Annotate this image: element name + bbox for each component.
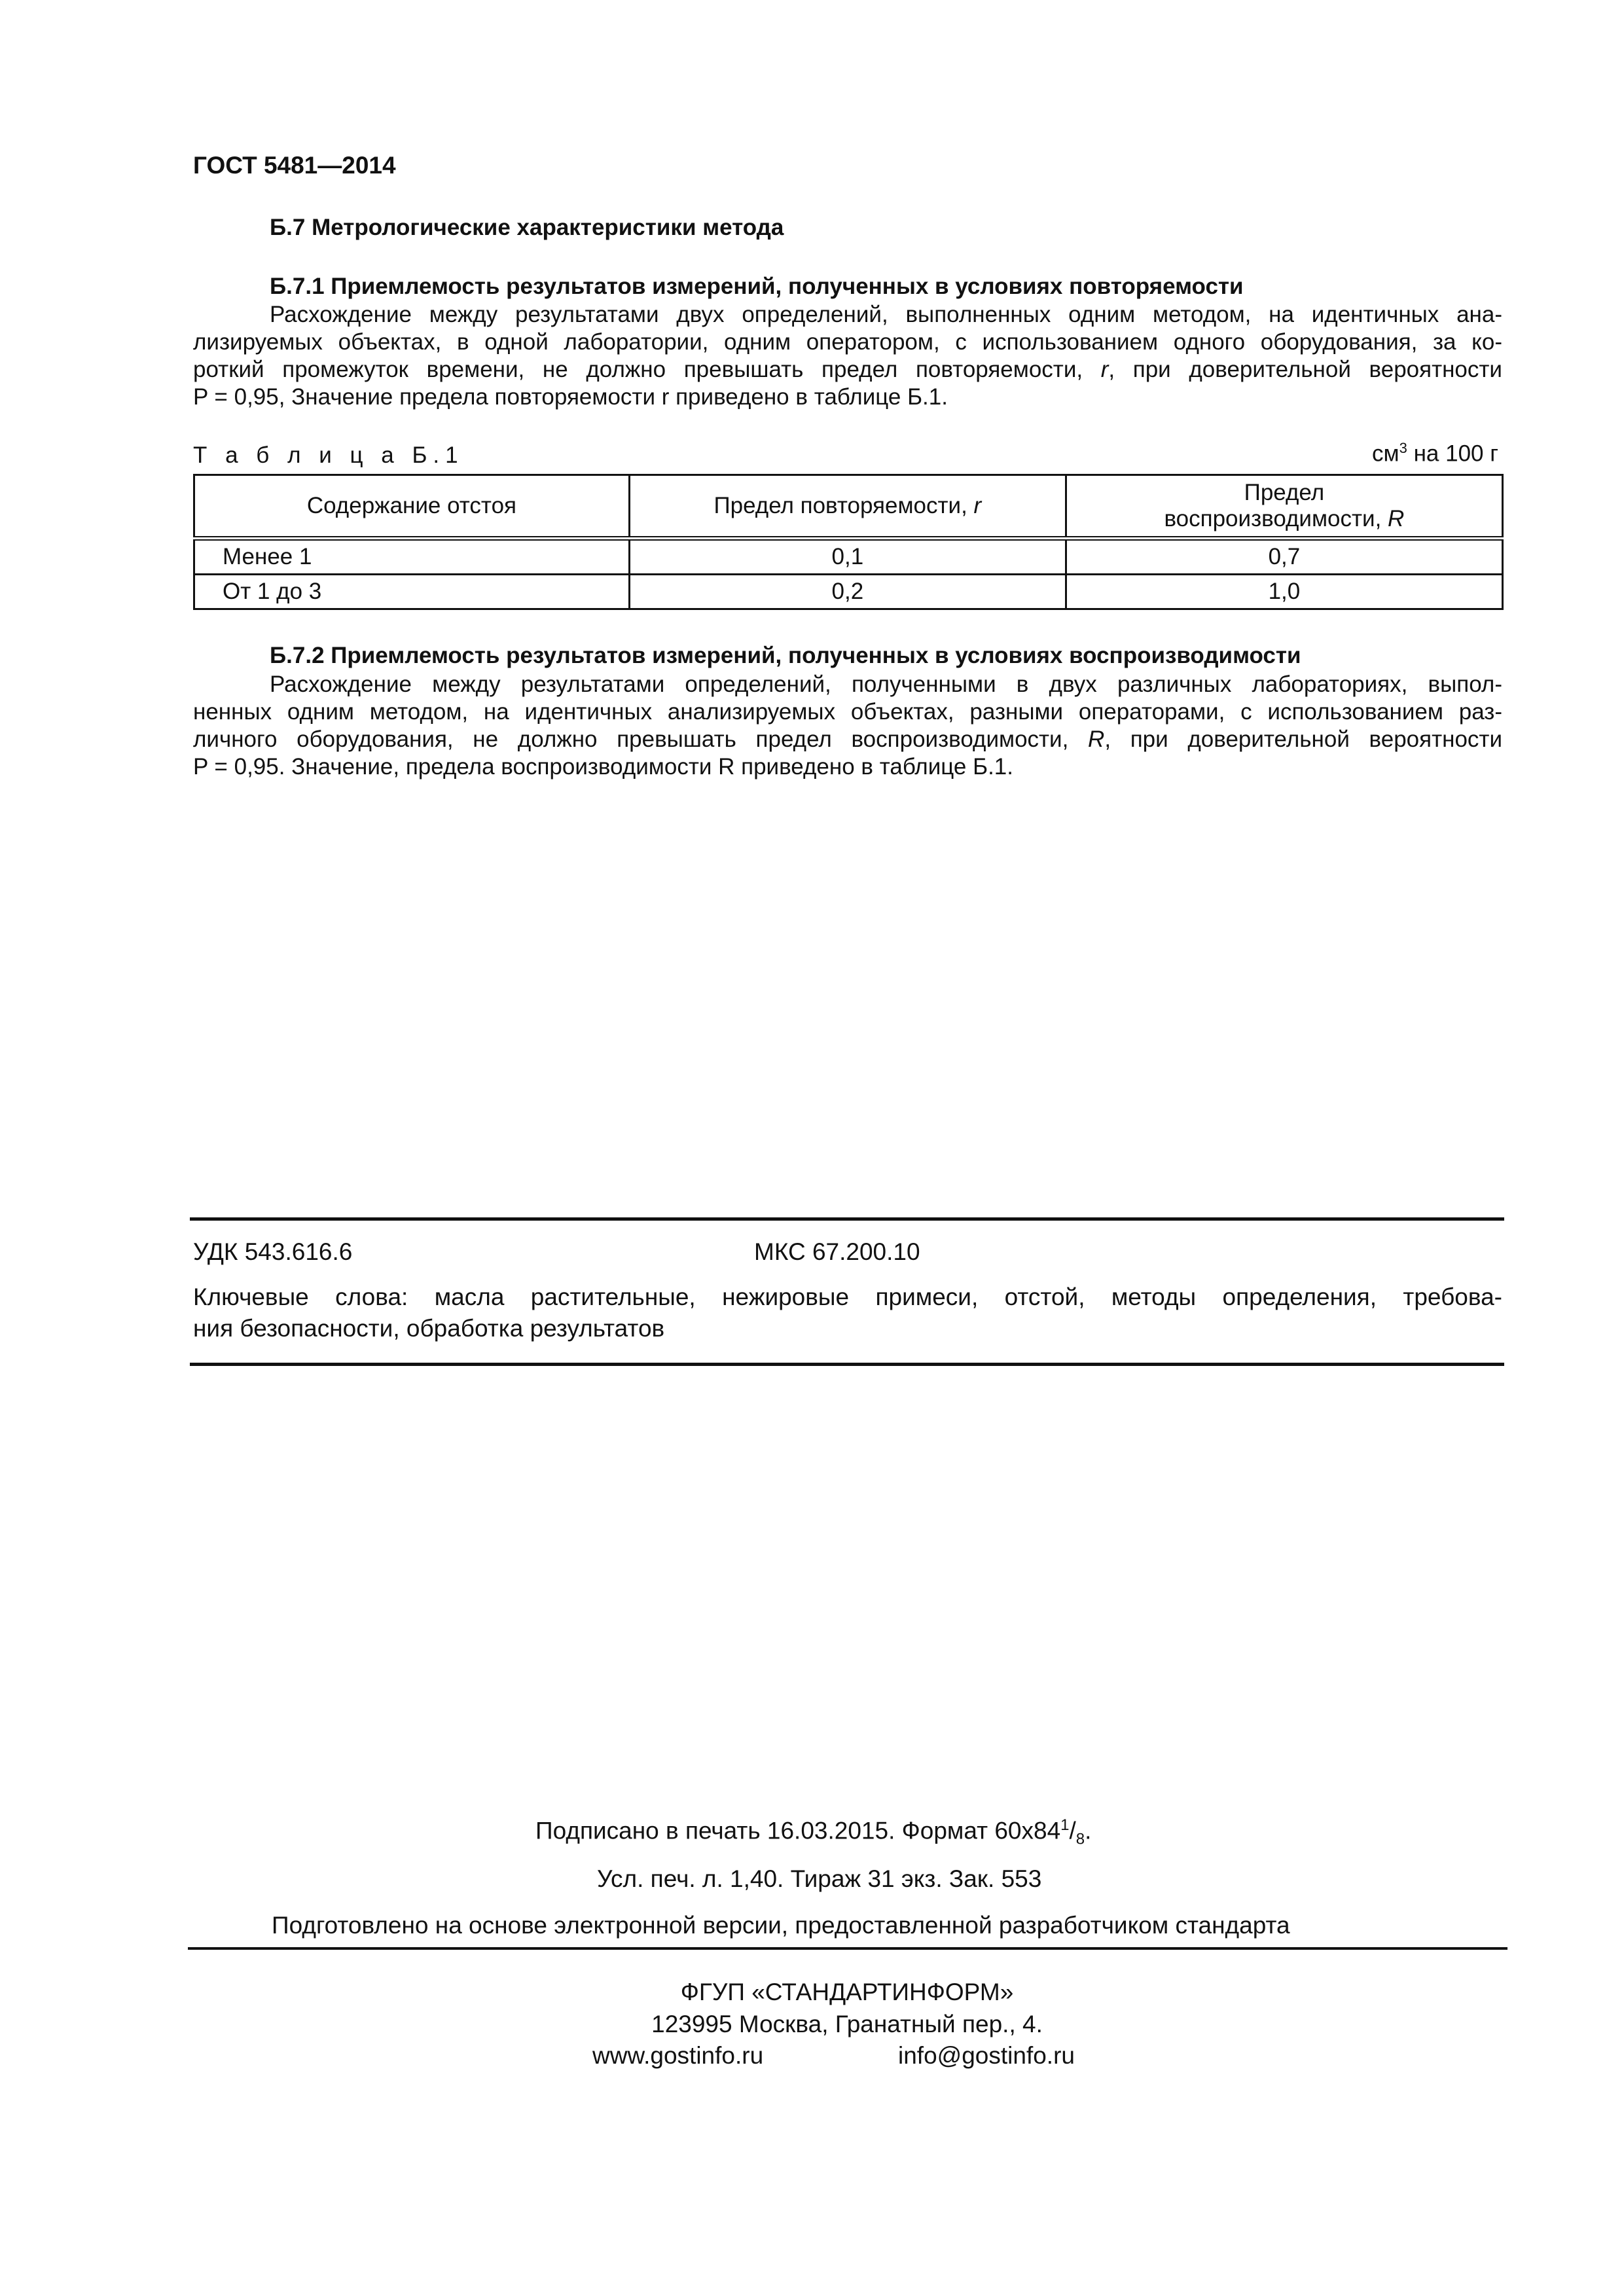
section-title: Б.7 Метрологические характеристики метода xyxy=(270,215,784,240)
publisher-address: 123995 Москва, Гранатный пер., 4. xyxy=(651,2011,1043,2037)
text-line: P = 0,95, Значение предела повторяемости r приведено в таблице Б.1. xyxy=(193,384,948,410)
subsection-1-text xyxy=(193,301,1502,411)
table-cell: 0,2 xyxy=(629,575,1066,609)
text-line: P = 0,95. Значение, предела воспроизводимости R приведено в таблице Б.1. xyxy=(193,754,1013,780)
table-header-row xyxy=(194,475,1503,539)
publisher-website[interactable]: www.gostinfo.ru xyxy=(592,2042,764,2069)
divider xyxy=(190,1363,1504,1366)
divider xyxy=(188,1947,1507,1950)
table-unit: $см^3$ на 100 г xyxy=(1372,440,1498,467)
data-table xyxy=(193,474,1504,610)
text-line: ненных одним методом, на идентичных анализируемых объектах, разными операторами, с использованием раз- xyxy=(193,699,1502,725)
text-line: Расхождение между результатами двух определений, выполненных одним методом, на идентичных ана- xyxy=(270,302,1502,327)
subsection-1-title: Б.7.1 Приемлемость результатов измерений, полученных в условиях повторяемости xyxy=(270,274,1244,299)
table-cell: 1,0 xyxy=(1066,575,1502,609)
table-row xyxy=(194,539,1503,575)
table-header-cell: Предел повторяемости, r xyxy=(629,475,1066,539)
table-cell: Менее 1 xyxy=(194,539,630,575)
text-line: личного оборудования, не должно превышать предел воспроизводимости, R, при доверительной вероятности xyxy=(193,726,1502,752)
table-cell: 0,7 xyxy=(1066,539,1502,575)
keywords xyxy=(193,1282,1502,1344)
publisher-email[interactable]: info@gostinfo.ru xyxy=(898,2042,1075,2069)
imprint-print-info: Усл. печ. л. 1,40. Тираж 31 экз. Зак. 553 xyxy=(597,1865,1042,1892)
text-line: Ключевые слова: масла растительные, нежировые примеси, отстой, методы определения, требова- xyxy=(193,1283,1502,1310)
table-row xyxy=(194,575,1503,609)
subsection-2-title: Б.7.2 Приемлемость результатов измерений, полученных в условиях воспроизводимости xyxy=(270,643,1301,668)
table-header-cell: Предел воспроизводимости, R xyxy=(1066,475,1502,539)
divider xyxy=(190,1217,1504,1221)
publisher-name: ФГУП «СТАНДАРТИНФОРМ» xyxy=(680,1979,1014,2005)
udk-code: УДК 543.616.6 xyxy=(193,1238,353,1265)
subsection-2-text xyxy=(193,671,1502,781)
table-caption: Т а б л и ц а Б.1 xyxy=(193,442,464,468)
text-line: ния безопасности, обработка результатов xyxy=(193,1315,665,1342)
imprint-signed: Подписано в печать 16.03.2015. Формат $60x84^1/_8$. xyxy=(535,1816,1092,1848)
document-number: ГОСТ 5481—2014 xyxy=(193,152,396,179)
imprint-prepared: Подготовлено на основе электронной версии, предоставленной разработчиком стандарта xyxy=(272,1912,1290,1939)
table-cell: От 1 до 3 xyxy=(194,575,630,609)
table-header-cell: Содержание отстоя xyxy=(194,475,630,539)
mks-code: МКС 67.200.10 xyxy=(754,1238,920,1265)
text-line: лизируемых объектах, в одной лаборатории, одним оператором, с использованием одного оборудования, за ко- xyxy=(193,329,1502,355)
text-line: Расхождение между результатами определений, полученными в двух различных лабораториях, выпол- xyxy=(270,672,1502,697)
text-line: роткий промежуток времени, не должно превышать предел повторяемости, r, при доверительной вероятности xyxy=(193,357,1502,382)
table-cell: 0,1 xyxy=(629,539,1066,575)
